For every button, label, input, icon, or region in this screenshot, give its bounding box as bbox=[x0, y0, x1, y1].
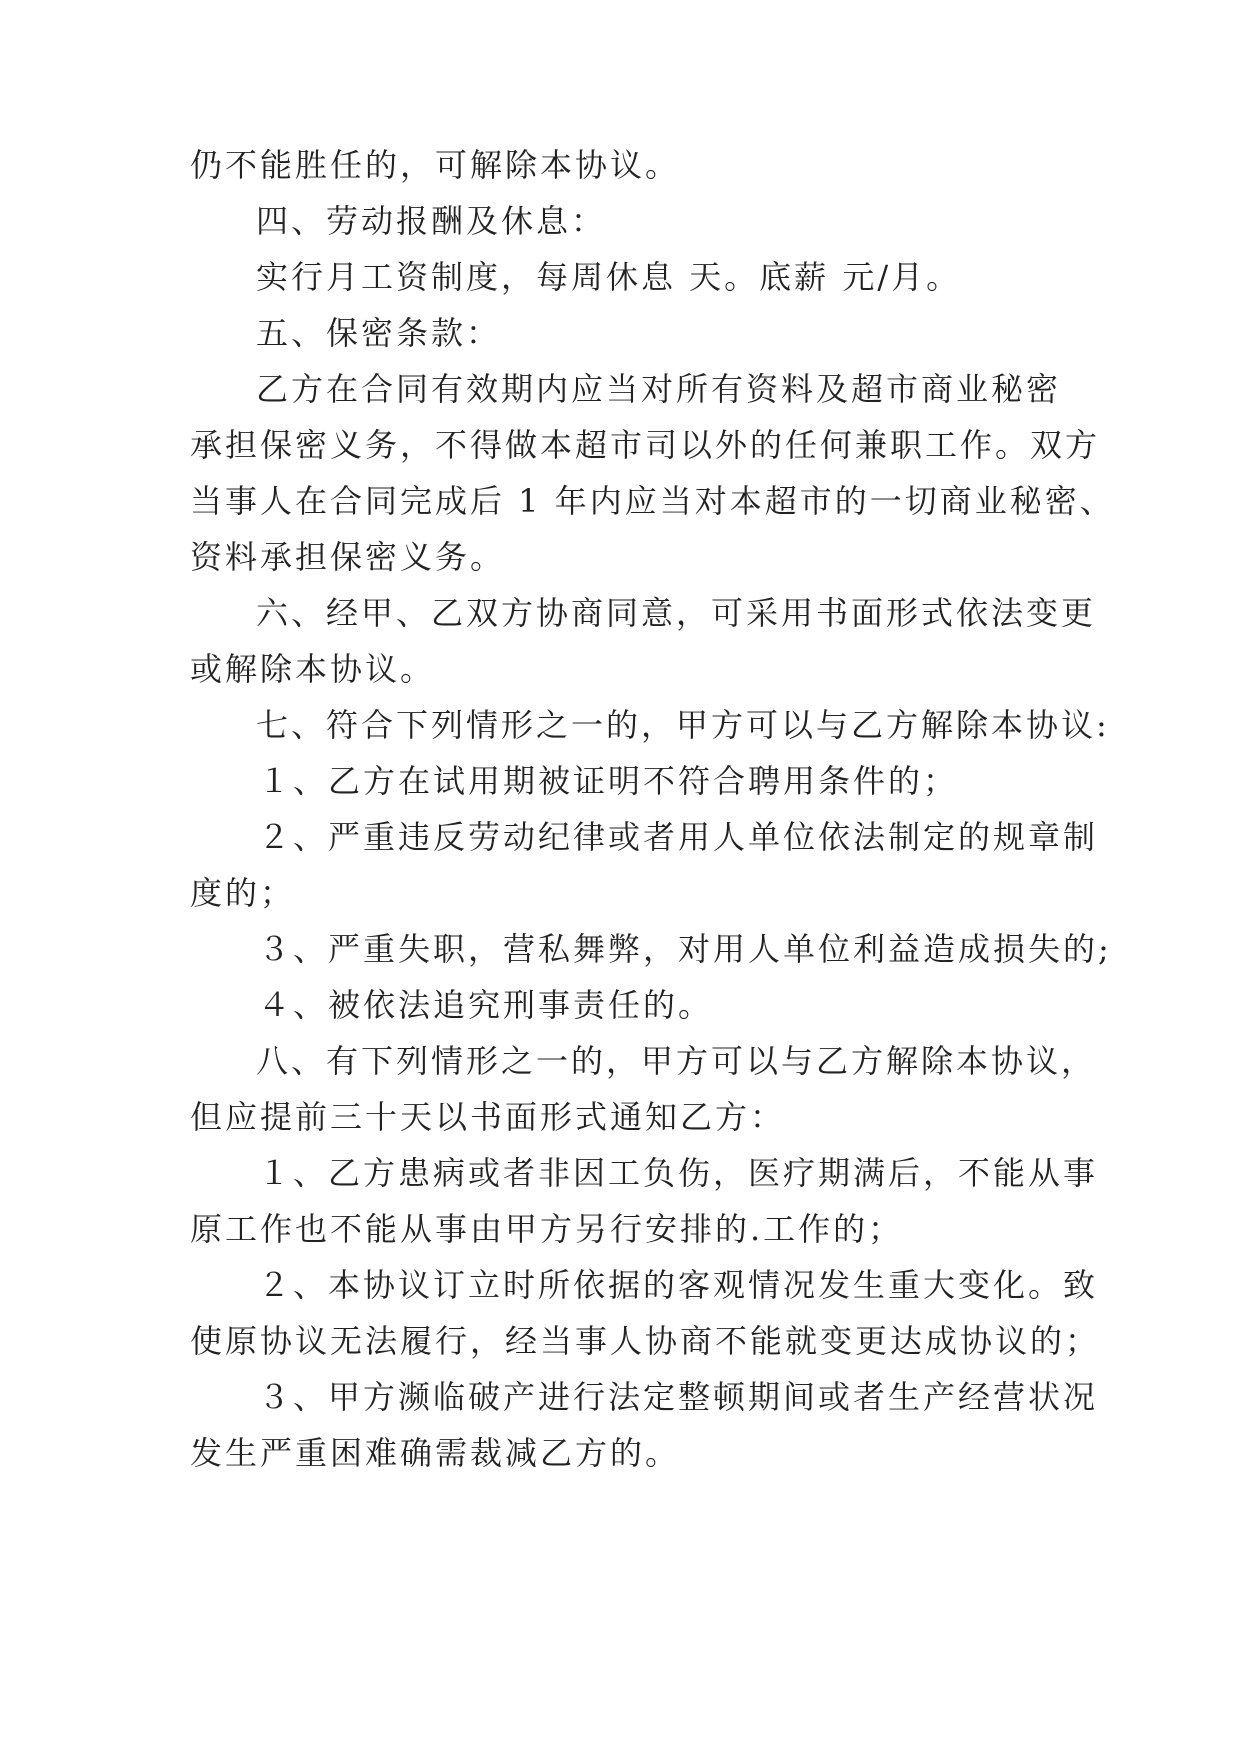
list-item: １、乙方在试用期被证明不符合聘用条件的； bbox=[258, 762, 959, 800]
section-heading-8: 八、有下列情形之一的，甲方可以与乙方解除本协议， bbox=[256, 1042, 1097, 1080]
text-line: 仍不能胜任的，可解除本协议。 bbox=[190, 146, 681, 184]
list-item: ３、甲方濒临破产进行法定整顿期间或者生产经营状况 bbox=[258, 1378, 1099, 1416]
text-line: 承担保密义务，不得做本超市司以外的任何兼职工作。双方 bbox=[190, 426, 1101, 464]
section-heading-7: 七、符合下列情形之一的，甲方可以与乙方解除本协议: bbox=[256, 706, 1110, 744]
text-line: 资料承担保密义务。 bbox=[190, 538, 506, 576]
section-heading-5: 五、保密条款： bbox=[256, 314, 502, 352]
list-item: ２、严重违反劳动纪律或者用人单位依法制定的规章制 bbox=[258, 818, 1099, 856]
text-line: 乙方在合同有效期内应当对所有资料及超市商业秘密 bbox=[256, 370, 1062, 408]
text-line: 但应提前三十天以书面形式通知乙方： bbox=[190, 1098, 786, 1136]
text-line: 实行月工资制度，每周休息 天。底薪 元/月。 bbox=[256, 258, 962, 296]
list-item: ２、本协议订立时所依据的客观情况发生重大变化。致 bbox=[258, 1266, 1099, 1304]
text-line: 当事人在合同完成后 1 年内应当对本超市的一切商业秘密、 bbox=[190, 482, 1115, 520]
section-heading-6: 六、经甲、乙双方协商同意，可采用书面形式依法变更 bbox=[256, 594, 1097, 632]
text-line: 原工作也不能从事由甲方另行安排的.工作的； bbox=[190, 1210, 904, 1248]
text-line: 度的； bbox=[190, 874, 296, 912]
list-item: １、乙方患病或者非因工负伤，医疗期满后，不能从事 bbox=[258, 1154, 1099, 1192]
text-line: 或解除本协议。 bbox=[190, 650, 436, 688]
list-item: ４、被依法追究刑事责任的。 bbox=[258, 986, 714, 1024]
list-item: ３、严重失职，营私舞弊，对用人单位利益造成损失的; bbox=[258, 930, 1112, 968]
text-line: 发生严重困难确需裁减乙方的。 bbox=[190, 1434, 681, 1472]
text-line: 使原协议无法履行，经当事人协商不能就变更达成协议的； bbox=[190, 1322, 1101, 1360]
section-heading-4: 四、劳动报酬及休息： bbox=[256, 202, 607, 240]
